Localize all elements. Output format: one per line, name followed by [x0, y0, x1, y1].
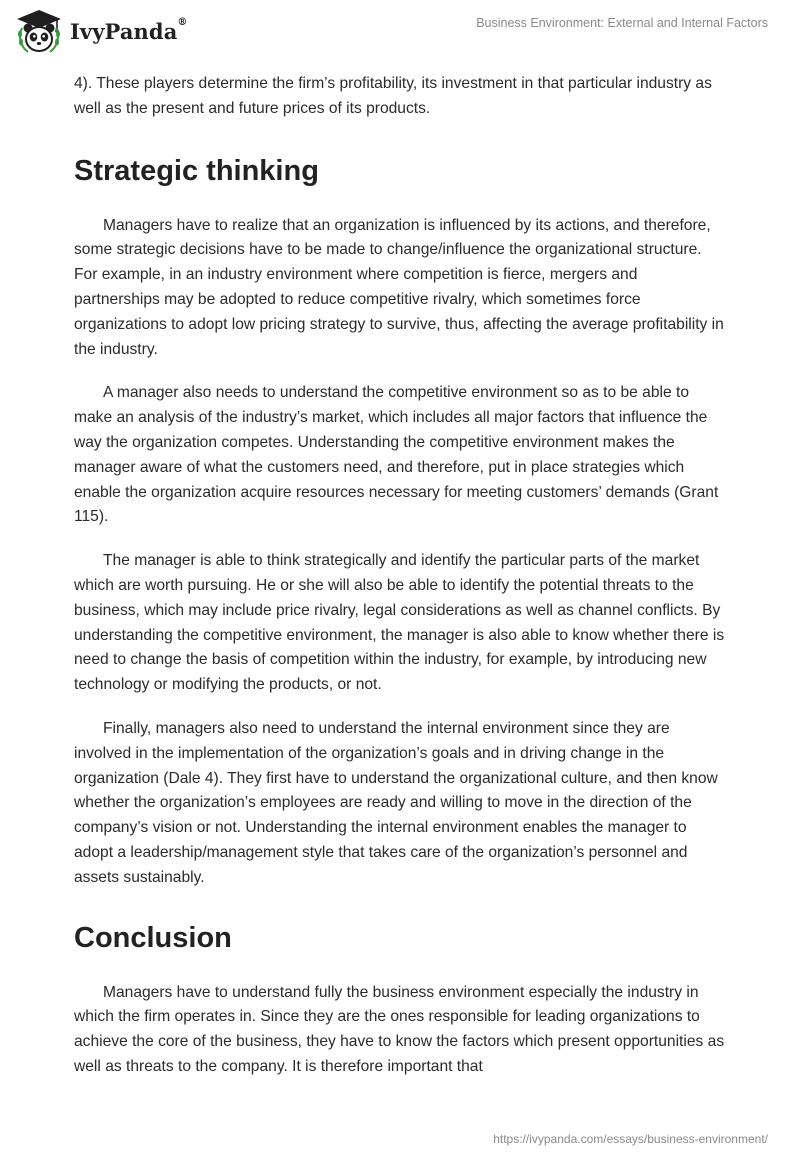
page-header [0, 0, 800, 64]
ivypanda-logo[interactable] [14, 8, 188, 54]
logo-wordmark: IvyPanda® [70, 16, 188, 44]
essay-body [74, 72, 726, 1080]
paragraph: Managers have to realize that an organization is influenced by its actions, and therefore, some strategic decisions have to be made to change/influence the organizational structure. For example, in an industry environment where competition is fierce, mergers and partnerships may be adopted to reduce competitive rivalry, which sometimes force organizations to adopt low pricing strategy to survive, thus, affecting the average profitability in the industry. [74, 216, 724, 358]
panda-graduate-icon [14, 8, 64, 54]
heading-strategic-thinking: Strategic thinking [74, 154, 319, 187]
lead-paragraph: 4). These players determine the firm’s profitability, its investment in that particular industry as well as the present and future prices of its products. [74, 75, 712, 117]
paragraph: Managers have to understand fully the business environment especially the industry in which the firm operates in. Since they are the ones responsible for leading organizations to achieve the core of the business, they have to know the factors which present opportunities as well as threats to the company. It is therefore important that [74, 983, 725, 1075]
paragraph: A manager also needs to understand the competitive environment so as to be able to make an analysis of the industry’s market, which includes all major factors that influence the way the organization competes. Understanding the competitive environment makes the manager aware of what the customers need, and therefore, put in place strategies which enable the organization acquire resources necessary for meeting customers’ demands (Grant 115). [74, 384, 719, 526]
paragraph: The manager is able to think strategically and identify the particular parts of the market which are worth pursuing. He or she will also be able to identify the potential threats to the business, which may include price rivalry, legal considerations as well as channel conflicts. By understanding the competitive environment, the manager is also able to know whether there is need to change the basis of competition within the industry, for example, by introducing new technology or modifying the products, or not. [74, 552, 725, 694]
running-title: Business Environment: External and Internal Factors [476, 16, 768, 30]
paragraph: Finally, managers also need to understand the internal environment since they are involved in the implementation of the organization’s goals and in driving change in the organization (Dale 4). They first have to understand the organizational culture, and then know whether the organization’s employees are ready and willing to move in the direction of the company’s vision or not. Understanding the internal environment enables the manager to adopt a leadership/management style that takes care of the organization’s personnel and assets sustainably. [74, 719, 718, 886]
footer-url[interactable]: https://ivypanda.com/essays/business-environment/ [493, 1132, 768, 1146]
heading-conclusion: Conclusion [74, 921, 232, 954]
